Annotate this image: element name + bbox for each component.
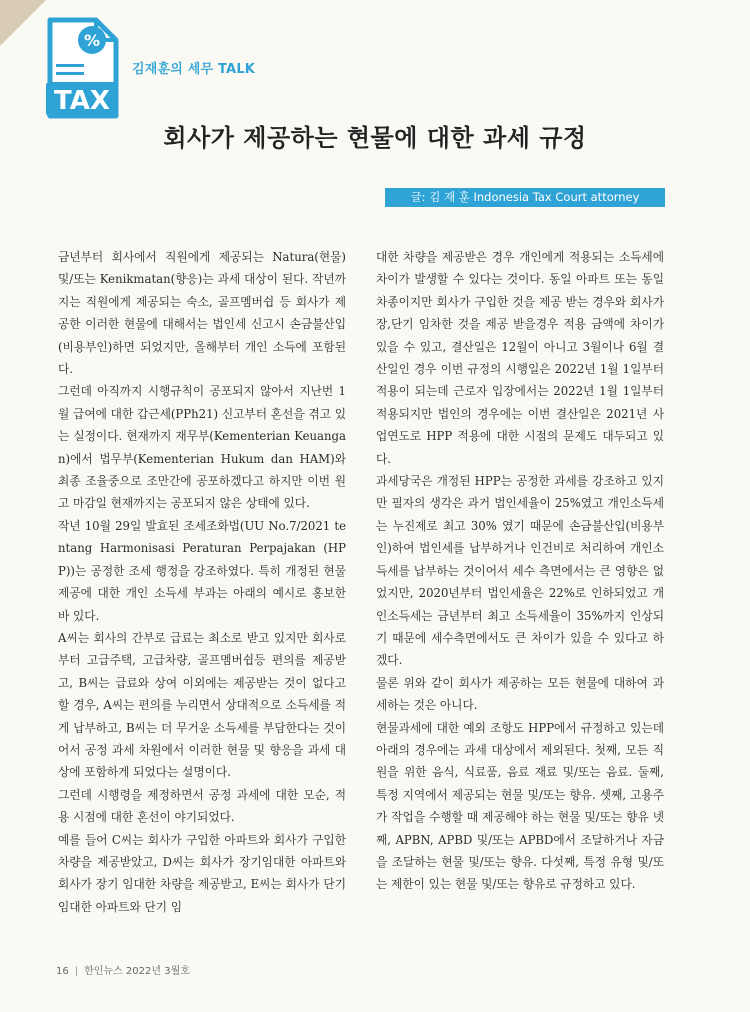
tax-document-icon xyxy=(44,16,120,122)
paragraph: 작년 10월 29일 발효된 조세조화법(UU No.7/2021 tentang Harmonisasi Peraturan Perpajakan (HPP))는 공정한 조세 행정을 강조하였다. 특히 개정된 현물 제공에 대한 개인 소득세 부과는 아래의 예시로 홍보한 바 있다. xyxy=(58,518,346,623)
publication-name: 한인뉴스 2022년 3월호 xyxy=(84,966,190,977)
paragraph: 과세당국은 개정된 HPP는 공정한 과세를 강조하고 있지만 필자의 생각은 과거 법인세율이 25%였고 개인소득세는 누진제로 최고 30% 였기 때문에 손금불산입(비용부인)하여 법인세를 납부하거나 인건비로 처리하여 개인소득세를 납부하는 것이어서 세수 측면에서는 큰 영향은 없었지만, 2020년부터 법인세율은 22%로 인하되었고 개인소득세는 금년부터 최고 소득세율이 35%까지 인상되기 때문에 세수측면에서도 큰 차이가 있을 수 있다고 하겠다. xyxy=(376,474,664,668)
footer-separator: | xyxy=(74,966,79,977)
page-footer xyxy=(56,962,190,977)
paragraph: 금년부터 회사에서 직원에게 제공되는 Natura(현물) 및/또는 Kenikmatan(향응)는 과세 대상이 된다. 작년까지는 직원에게 제공되는 숙소, 골프멤버쉽 등 회사가 제공한 이러한 현물에 대해서는 법인세 신고시 손금불산입(비용부인)하면 되었지만, 올해부터 개인 소득에 포함된다. xyxy=(58,250,346,377)
paragraph: 물론 위와 같이 회사가 제공하는 모든 현물에 대하여 과세하는 것은 아니다. xyxy=(376,675,664,713)
author-byline: 글: 김 재 훈 Indonesia Tax Court attorney xyxy=(385,188,665,207)
corner-decoration xyxy=(0,0,46,46)
tax-label: TAX xyxy=(54,86,110,116)
paragraph: 현물과세에 대한 예외 조항도 HPP에서 규정하고 있는데 아래의 경우에는 과세 대상에서 제외된다. 첫째, 모든 직원을 위한 음식, 식료품, 음료 재료 및/또는 음료. 둘째, 특정 지역에서 제공되는 현물 및/또는 향유. 셋째, 고용주가 작업을 수행할 때 제공해야 하는 현물 및/또는 향유 넷째, APBN, APBD 및/또는 APBD에서 조달하거나 자금을 조달하는 현물 및/또는 향유. 다섯째, 특정 유형 및/또는 제한이 있는 현물 및/또는 향유로 규정하고 있다. xyxy=(376,720,664,892)
paragraph: 그런데 시행령을 제정하면서 공정 과세에 대한 모순, 적용 시점에 대한 혼선이 야기되었다. xyxy=(58,787,346,825)
paragraph: 대한 차량을 제공받은 경우 개인에게 적용되는 소득세에 차이가 발생할 수 있다는 것이다. 동일 아파트 또는 동일 차종이지만 회사가 구입한 것을 제공 받는 경우와 회사가 장,단기 임차한 것을 제공 받을경우 적용 금액에 차이가 있을 수 있고, 결산일은 12월이 아니고 3월이나 6월 결산일인 경우 이번 규정의 시행일은 2022년 1월 1일부터 적용이 되는데 근로자 입장에서는 2022년 1월 1일부터 적용되지만 법인의 경우에는 이번 결산일은 2021년 사업연도로 HPP 적용에 대한 시점의 문제도 대두되고 있다. xyxy=(376,250,664,466)
article-title: 회사가 제공하는 현물에 대한 과세 규정 xyxy=(163,124,587,152)
left-column xyxy=(58,246,346,918)
page-number: 16 xyxy=(56,966,69,977)
percent-symbol: % xyxy=(83,31,101,50)
paragraph: 예를 들어 C씨는 회사가 구입한 아파트와 회사가 구입한 차량을 제공받았고, D씨는 회사가 장기임대한 아파트와 회사가 장기 임대한 차량을 제공받고, E씨는 회사가 단기 임대한 아파트와 단기 임 xyxy=(58,832,346,914)
paragraph: 그런데 아직까지 시행규칙이 공포되지 않아서 지난번 1월 급여에 대한 갑근세(PPh21) 신고부터 혼선을 겪고 있는 실정이다. 현재까지 재무부(Kementerian Keuangan)에서 법무부(Kementerian Hukum dan HAM)와 최종 조율중으로 조만간에 공포하겠다고 하지만 이번 원고 마감일 현재까지는 공포되지 않은 상태에 있다. xyxy=(58,384,346,511)
section-label: 김재훈의 세무 TALK xyxy=(132,62,256,77)
paragraph: A씨는 회사의 간부로 급료는 최소로 받고 있지만 회사로부터 고급주택, 고급차량, 골프멤버쉽등 편의를 제공받고, B씨는 급료와 상여 이외에는 제공받는 것이 없다고 할 경우, A씨는 편의를 누리면서 상대적으로 소득세를 적게 납부하고, B씨는 더 무거운 소득세를 부담한다는 것이어서 공정 과세 차원에서 이러한 현물 및 향응을 과세 대상에 포함하게 되었다는 설명이다. xyxy=(58,630,346,780)
right-column xyxy=(376,246,664,896)
